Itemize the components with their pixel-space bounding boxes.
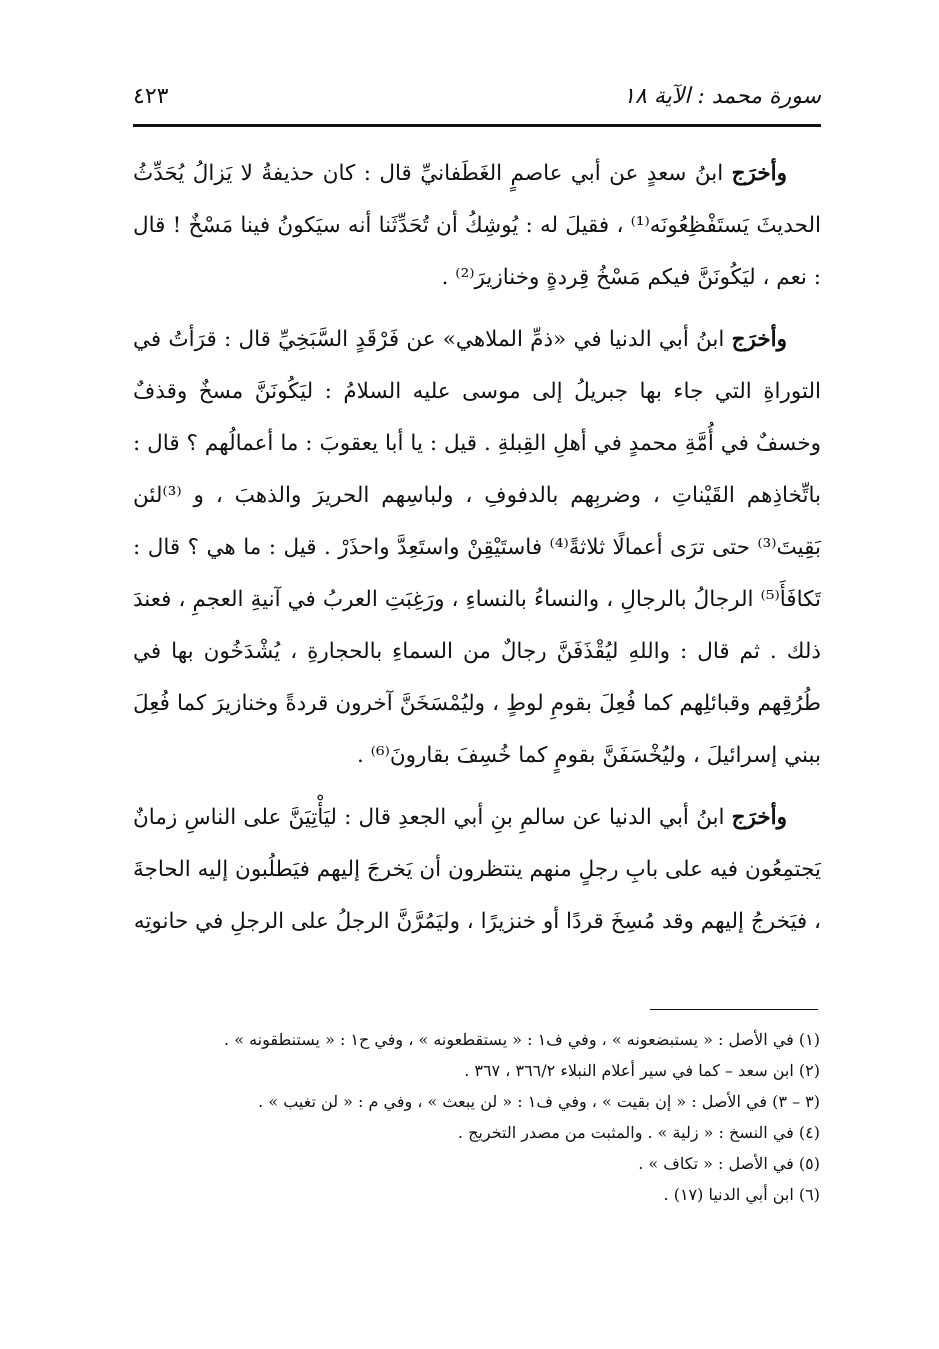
footnote-separator [650, 1009, 818, 1010]
paragraph-text: ابنُ سعدٍ عن أبي عاصمٍ الغَطَفانيِّ قال : كان حذيفةُ لا يَزالُ يُحَدِّثُ الحديثَ يَستَفْظِعُونَه⁽¹⁾ ، فقيلَ له : يُوشِكُ أن تُحَدِّثَنا أنه سيَكونُ فينا مَسْخٌ ! قال : نعم ، ليَكُونَنَّ فيكم مَسْخُ قِردةٍ وخنازيرَ⁽²⁾ . [133, 161, 821, 290]
footnote-5: (٥) في الأصل : « تكاف » . [638, 1154, 820, 1173]
footnote-6: (٦) ابن أبي الدنيا (١٧) . [663, 1185, 820, 1204]
footnote-4: (٤) في النسخ : « زلية » . والمثبت من مصدر التخريج . [457, 1123, 820, 1142]
running-title: سورة محمد : الآية ١٨ [623, 84, 821, 109]
page-number: ٤٢٣ [133, 84, 169, 109]
paragraph-lead: وأخرَج [731, 805, 787, 830]
header-rule [133, 124, 821, 127]
paragraph-1 [133, 148, 821, 304]
footnote-3: (٣ – ٣) في الأصل : « إن بقيت » ، وفي ف١ : « لن يبعث » ، وفي م : « لن تغيب » . [258, 1092, 820, 1111]
footnotes [170, 1024, 820, 1210]
paragraph-lead: وأخرَج [731, 327, 787, 352]
main-text [133, 148, 821, 958]
footnote-2: (٢) ابن سعد – كما في سير أعلام النبلاء ٣٦٦/٢ ، ٣٦٧ . [464, 1061, 820, 1080]
paragraph-text: ابنُ أبي الدنيا في «ذمِّ الملاهي» عن فَرْقَدٍ السَّبَخِيِّ قال : قرَأتُ في التوراةِ التي جاء بها جبريلُ إلى موسى عليه السلامُ : ليَكُونَنَّ مسخٌ وقذفٌ وخسفٌ في أُمَّةِ محمدٍ في أهلِ القِبلةِ . قيل : يا أبا يعقوبَ : ما أعمالُهم ؟ قال : باتِّخاذِهم القَيْناتِ ، وضربِهم بالدفوفِ ، ولباسِهم الحريرَ والذهبَ ، و ⁽³⁾لئن بَقِيتَ⁽³⁾ حتى ترَى أعمالًا ثلاثةً⁽⁴⁾ فاستَيْقِنْ واستَعِدَّ واحذَرْ . قيل : ما هي ؟ قال : تَكافَأَ⁽⁵⁾ الرجالُ بالرجالِ ، والنساءُ بالنساءِ ، ورَغِبَتِ العربُ في آنيةِ العجمِ ، فعندَ ذلك . ثم قال : واللهِ ليُقْذَفَنَّ رجالٌ من السماءِ بالحجارةِ ، يُشْدَخُون بها في طُرُقِهم وقبائلِهم كما فُعِلَ بقومِ لوطٍ ، وليُمْسَخَنَّ آخرون قردةً وخنازيرَ كما فُعِلَ ببني إسرائيلَ ، وليُخْسَفَنَّ بقومٍ كما خُسِفَ بقارونَ⁽⁶⁾ . [133, 327, 822, 768]
paragraph-2 [133, 314, 821, 782]
running-header [133, 70, 821, 118]
paragraph-lead: وأخرَج [731, 161, 787, 186]
paragraph-text: ابنُ أبي الدنيا عن سالمِ بنِ أبي الجعدِ قال : ليَأْتِيَنَّ على الناسِ زمانٌ يَجتمِعُون فيه على بابِ رجلٍ منهم ينتظرون أن يَخرجَ إليهم فيَطلُبون إليه الحاجةَ ، فيَخرجُ إليهم وقد مُسِخَ قردًا أو خنزيرًا ، وليَمُرَّنَّ الرجلُ على الرجلِ في حانوتِه [133, 805, 821, 934]
paragraph-3 [133, 792, 821, 948]
footnote-1: (١) في الأصل : « يستبضعونه » ، وفي ف١ : « يستقطعونه » ، وفي ح١ : « يستنطقونه » . [224, 1030, 820, 1049]
